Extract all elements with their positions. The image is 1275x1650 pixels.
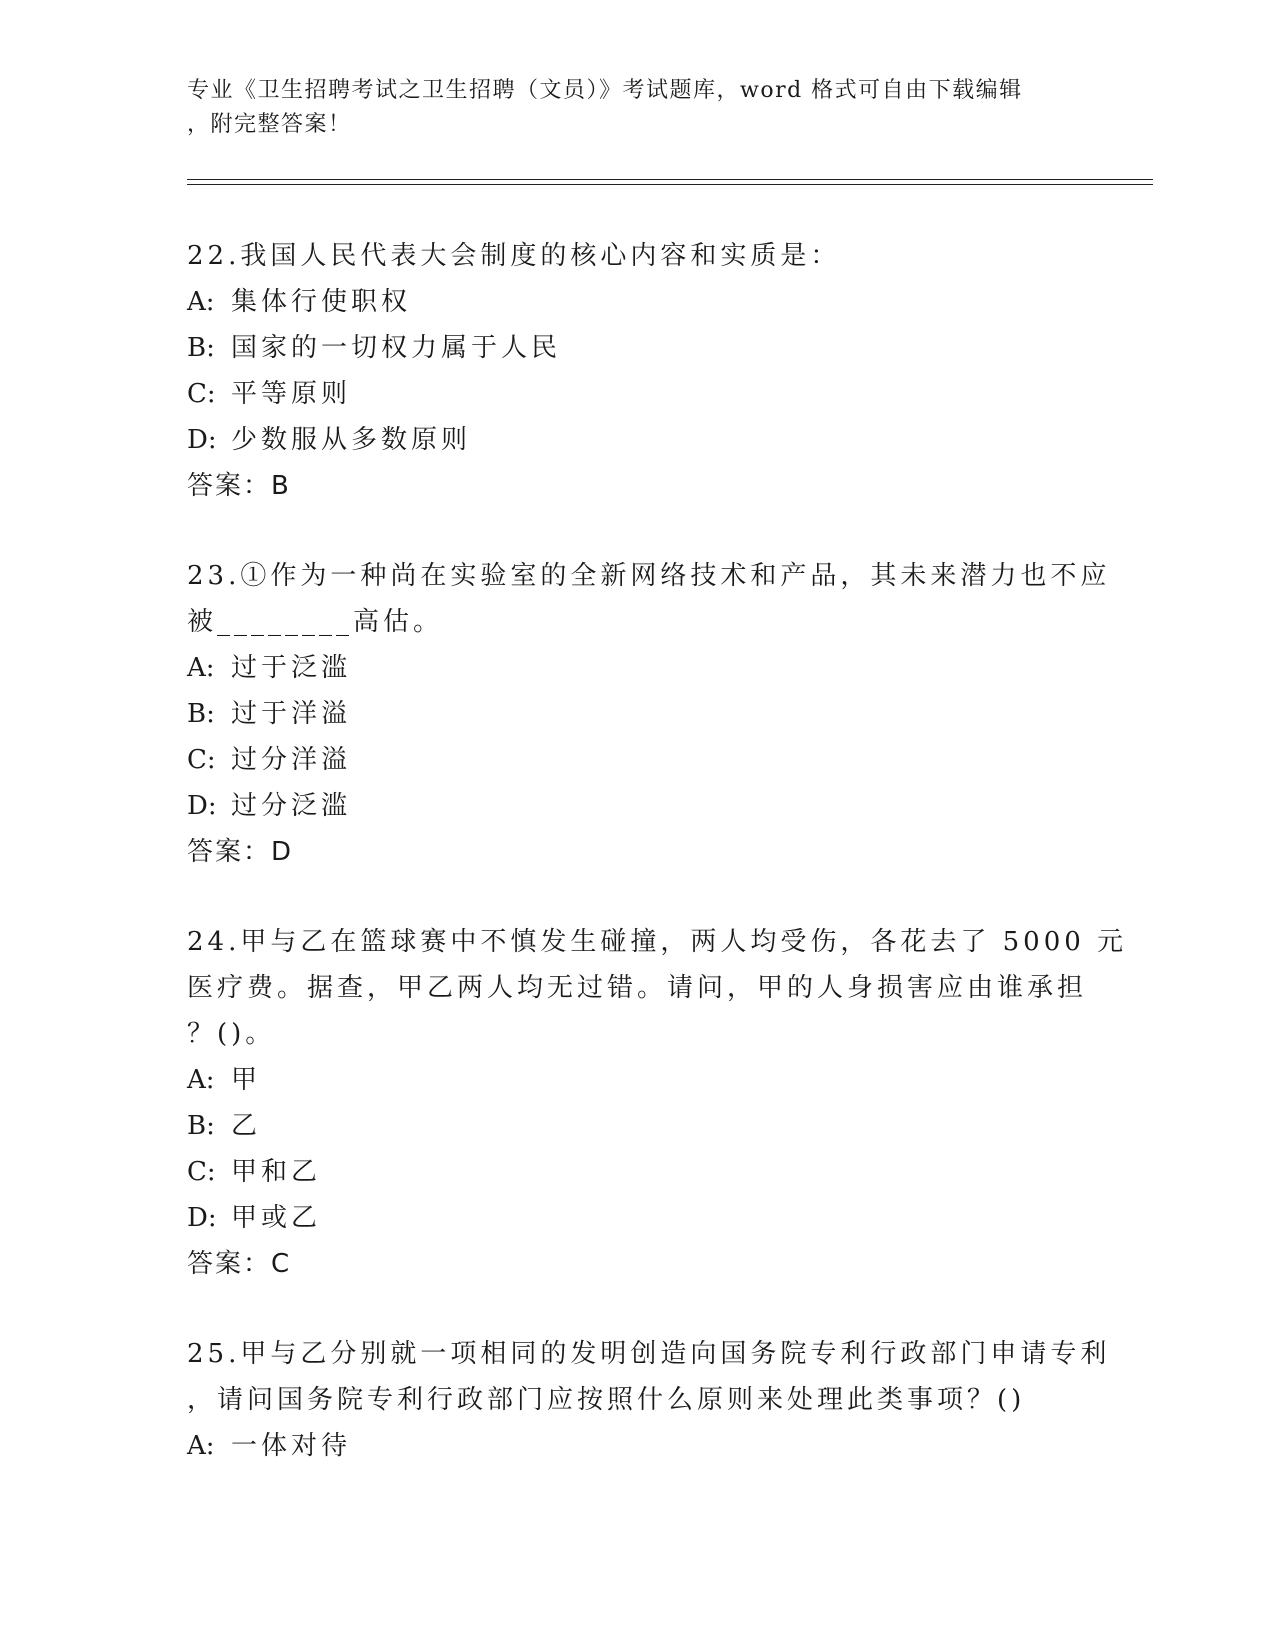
option-key: C: <box>187 1157 216 1187</box>
question-stem: 24.甲与乙在篮球赛中不慎发生碰撞，两人均受伤，各花去了 5000 元 <box>187 927 1128 957</box>
question-stem-continued: ，请问国务院专利行政部门应按照什么原则来处理此类事项？() <box>187 1385 1026 1415</box>
question-stem: 23.①作为一种尚在实验室的全新网络技术和产品，其未来潜力也不应 <box>187 561 1111 591</box>
question-stem-continued: 被________高估。 <box>187 607 444 637</box>
option-key: C: <box>187 379 216 409</box>
option-key: A: <box>187 1431 215 1461</box>
option-text: 少数服从多数原则 <box>231 425 472 455</box>
option-b <box>187 1103 1087 1149</box>
option-key: B: <box>187 333 215 363</box>
option-key: B: <box>187 699 215 729</box>
option-text: 甲和乙 <box>231 1157 322 1187</box>
document-header <box>187 74 1067 142</box>
header-line-2: ，附完整答案！ <box>187 112 352 137</box>
option-a <box>187 1057 1087 1103</box>
option-key: D: <box>187 791 217 821</box>
option-b <box>187 691 1087 737</box>
option-text: 过分泛滥 <box>231 791 352 821</box>
answer-line: 答案：D <box>187 837 294 867</box>
option-d <box>187 417 1087 463</box>
option-text: 过于洋溢 <box>231 699 352 729</box>
option-text: 甲 <box>231 1065 262 1095</box>
option-d <box>187 1195 1087 1241</box>
option-key: A: <box>187 287 215 317</box>
option-key: D: <box>187 425 217 455</box>
option-a <box>187 279 1087 325</box>
option-text: 乙 <box>231 1111 262 1141</box>
question-stem: 22.我国人民代表大会制度的核心内容和实质是： <box>187 241 841 271</box>
question-23 <box>187 553 1111 875</box>
option-c <box>187 737 1087 783</box>
option-key: C: <box>187 745 216 775</box>
option-key: A: <box>187 1065 215 1095</box>
option-text: 一体对待 <box>231 1431 352 1461</box>
option-key: B: <box>187 1111 215 1141</box>
option-c <box>187 371 1087 417</box>
question-stem-continued: 医疗费。据查，甲乙两人均无过错。请问，甲的人身损害应由谁承担 <box>187 973 1088 1003</box>
option-text: 国家的一切权力属于人民 <box>231 333 562 363</box>
option-a <box>187 1423 1087 1469</box>
header-divider-bottom <box>187 184 1153 185</box>
option-text: 平等原则 <box>231 379 352 409</box>
option-d <box>187 783 1087 829</box>
header-divider-top <box>187 179 1153 180</box>
answer-line: 答案：B <box>187 471 291 501</box>
option-text: 过分洋溢 <box>231 745 352 775</box>
option-text: 集体行使职权 <box>231 287 412 317</box>
question-24 <box>187 919 1128 1287</box>
option-c <box>187 1149 1087 1195</box>
option-text: 甲或乙 <box>231 1203 322 1233</box>
question-stem-continued: ？()。 <box>187 1019 276 1049</box>
option-b <box>187 325 1087 371</box>
question-25 <box>187 1331 1111 1469</box>
question-22 <box>187 233 1087 509</box>
answer-line: 答案：C <box>187 1249 292 1279</box>
option-text: 过于泛滥 <box>231 653 352 683</box>
option-a <box>187 645 1087 691</box>
question-stem: 25.甲与乙分别就一项相同的发明创造向国务院专利行政部门申请专利 <box>187 1339 1111 1369</box>
header-line-1: 专业《卫生招聘考试之卫生招聘（文员）》考试题库，word 格式可自由下载编辑 <box>187 78 1023 103</box>
question-list <box>187 233 1128 1513</box>
option-key: A: <box>187 653 215 683</box>
option-key: D: <box>187 1203 217 1233</box>
